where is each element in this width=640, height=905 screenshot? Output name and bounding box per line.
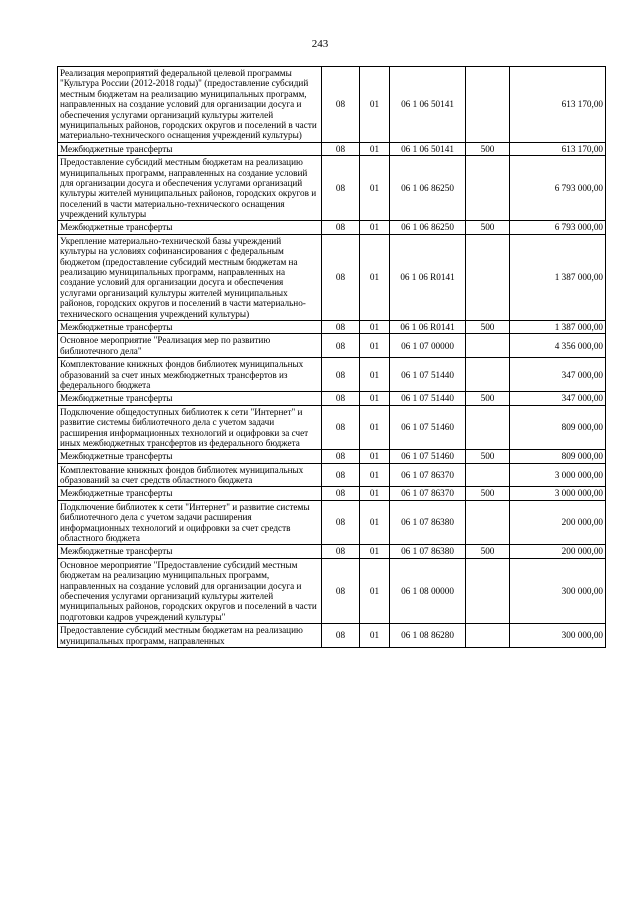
- amount-cell: 200 000,00: [510, 500, 606, 545]
- table-row: [58, 463, 606, 487]
- target-item-cell: 06 1 07 51460: [390, 405, 466, 450]
- table-row: [58, 320, 606, 333]
- expense-type-cell: [466, 624, 510, 648]
- row-name-cell: Межбюджетные трансферты: [58, 221, 322, 234]
- amount-cell: 200 000,00: [510, 545, 606, 558]
- expense-type-cell: 500: [466, 450, 510, 463]
- subsection-code-cell: 01: [360, 487, 390, 500]
- target-item-cell: 06 1 06 50141: [390, 142, 466, 155]
- target-item-cell: 06 1 06 86250: [390, 156, 466, 221]
- section-code-cell: 08: [322, 450, 360, 463]
- section-code-cell: 08: [322, 545, 360, 558]
- expense-type-cell: 500: [466, 545, 510, 558]
- subsection-code-cell: 01: [360, 142, 390, 155]
- target-item-cell: 06 1 06 50141: [390, 67, 466, 143]
- section-code-cell: 08: [322, 358, 360, 392]
- page-number: 243: [311, 38, 329, 50]
- table-row: [58, 624, 606, 648]
- row-name-cell: Межбюджетные трансферты: [58, 487, 322, 500]
- subsection-code-cell: 01: [360, 320, 390, 333]
- subsection-code-cell: 01: [360, 234, 390, 320]
- row-name-cell: Межбюджетные трансферты: [58, 320, 322, 333]
- subsection-code-cell: 01: [360, 358, 390, 392]
- table-row: [58, 234, 606, 320]
- section-code-cell: 08: [322, 156, 360, 221]
- subsection-code-cell: 01: [360, 67, 390, 143]
- row-name-cell: Комплектование книжных фондов библиотек муниципальных образований за счет иных межбюджетных трансфертов из федерального бюджета: [58, 358, 322, 392]
- section-code-cell: 08: [322, 500, 360, 545]
- subsection-code-cell: 01: [360, 221, 390, 234]
- amount-cell: 613 170,00: [510, 142, 606, 155]
- target-item-cell: 06 1 06 86250: [390, 221, 466, 234]
- expense-type-cell: 500: [466, 320, 510, 333]
- target-item-cell: 06 1 07 51440: [390, 358, 466, 392]
- row-name-cell: Основное мероприятие "Предоставление субсидий местным бюджетам на реализацию муниципальных программ, направленных на создание условий для организации досуга и обеспечения услугами организаций культуры жителей муниципальных районов, городских округов и поселений в части подготовки кадров учреждений культуры": [58, 558, 322, 623]
- target-item-cell: 06 1 07 86380: [390, 500, 466, 545]
- row-name-cell: Предоставление субсидий местным бюджетам на реализацию муниципальных программ, направленных на создание условий для организации досуга и обеспечения услугами организаций культуры жителей муниципальных районов, городских округов и поселений в части материально-технического оснащения учреждений культуры: [58, 156, 322, 221]
- subsection-code-cell: 01: [360, 463, 390, 487]
- subsection-code-cell: 01: [360, 156, 390, 221]
- row-name-cell: Комплектование книжных фондов библиотек муниципальных образований за счет средств областного бюджета: [58, 463, 322, 487]
- subsection-code-cell: 01: [360, 500, 390, 545]
- target-item-cell: 06 1 07 51460: [390, 450, 466, 463]
- amount-cell: 6 793 000,00: [510, 221, 606, 234]
- target-item-cell: 06 1 07 00000: [390, 334, 466, 358]
- subsection-code-cell: 01: [360, 545, 390, 558]
- budget-table: [57, 66, 606, 648]
- table-row: [58, 450, 606, 463]
- subsection-code-cell: 01: [360, 450, 390, 463]
- budget-table-body: [58, 67, 606, 648]
- section-code-cell: 08: [322, 142, 360, 155]
- expense-type-cell: [466, 334, 510, 358]
- amount-cell: 4 356 000,00: [510, 334, 606, 358]
- row-name-cell: Реализация мероприятий федеральной целевой программы "Культура России (2012-2018 годы)" (предоставление субсидий местным бюджетам на реализацию муниципальных программ, направленных на создание условий для организации досуга и обеспечения услугами организаций культуры жителей муниципальных районов, городских округов и поселений в части материально-технического оснащения учреждений культуры): [58, 67, 322, 143]
- row-name-cell: Подключение библиотек к сети "Интернет" и развитие системы библиотечного дела с учетом задачи расширения информационных технологий и оцифровки за счет средств областного бюджета: [58, 500, 322, 545]
- target-item-cell: 06 1 06 R0141: [390, 234, 466, 320]
- expense-type-cell: [466, 67, 510, 143]
- amount-cell: 347 000,00: [510, 358, 606, 392]
- target-item-cell: 06 1 08 00000: [390, 558, 466, 623]
- row-name-cell: Межбюджетные трансферты: [58, 450, 322, 463]
- section-code-cell: 08: [322, 221, 360, 234]
- section-code-cell: 08: [322, 487, 360, 500]
- section-code-cell: 08: [322, 234, 360, 320]
- amount-cell: 1 387 000,00: [510, 320, 606, 333]
- section-code-cell: 08: [322, 67, 360, 143]
- row-name-cell: Укрепление материально-технической базы учреждений культуры на условиях софинансирования с федеральным бюджетом (предоставление субсидий местным бюджетам на реализацию муниципальных программ, направленных на создание условий для организации досуга и обеспечения услугами организаций культуры жителей муниципальных районов, городских округов и поселений в части материально-технического оснащения учреждений культуры): [58, 234, 322, 320]
- table-row: [58, 142, 606, 155]
- target-item-cell: 06 1 07 51440: [390, 392, 466, 405]
- expense-type-cell: [466, 558, 510, 623]
- amount-cell: 809 000,00: [510, 450, 606, 463]
- target-item-cell: 06 1 06 R0141: [390, 320, 466, 333]
- table-row: [58, 392, 606, 405]
- target-item-cell: 06 1 07 86370: [390, 463, 466, 487]
- table-row: [58, 405, 606, 450]
- expense-type-cell: 500: [466, 392, 510, 405]
- amount-cell: 613 170,00: [510, 67, 606, 143]
- table-row: [58, 487, 606, 500]
- row-name-cell: Основное мероприятие "Реализация мер по развитию библиотечного дела": [58, 334, 322, 358]
- amount-cell: 300 000,00: [510, 624, 606, 648]
- target-item-cell: 06 1 07 86380: [390, 545, 466, 558]
- section-code-cell: 08: [322, 320, 360, 333]
- subsection-code-cell: 01: [360, 392, 390, 405]
- subsection-code-cell: 01: [360, 558, 390, 623]
- table-row: [58, 156, 606, 221]
- expense-type-cell: [466, 405, 510, 450]
- expense-type-cell: [466, 358, 510, 392]
- amount-cell: 3 000 000,00: [510, 463, 606, 487]
- expense-type-cell: [466, 156, 510, 221]
- amount-cell: 6 793 000,00: [510, 156, 606, 221]
- expense-type-cell: [466, 234, 510, 320]
- subsection-code-cell: 01: [360, 624, 390, 648]
- row-name-cell: Межбюджетные трансферты: [58, 142, 322, 155]
- target-item-cell: 06 1 07 86370: [390, 487, 466, 500]
- section-code-cell: 08: [322, 463, 360, 487]
- table-row: [58, 334, 606, 358]
- section-code-cell: 08: [322, 558, 360, 623]
- amount-cell: 347 000,00: [510, 392, 606, 405]
- amount-cell: 1 387 000,00: [510, 234, 606, 320]
- row-name-cell: Межбюджетные трансферты: [58, 545, 322, 558]
- expense-type-cell: 500: [466, 487, 510, 500]
- row-name-cell: Межбюджетные трансферты: [58, 392, 322, 405]
- section-code-cell: 08: [322, 334, 360, 358]
- table-row: [58, 358, 606, 392]
- table-row: [58, 500, 606, 545]
- subsection-code-cell: 01: [360, 334, 390, 358]
- expense-type-cell: 500: [466, 221, 510, 234]
- row-name-cell: Подключение общедоступных библиотек к сети "Интернет" и развитие системы библиотечного дела с учетом задачи расширения информационных технологий и оцифровки за счет иных межбюджетных трансфертов из федерального бюджета: [58, 405, 322, 450]
- expense-type-cell: [466, 500, 510, 545]
- table-row: [58, 545, 606, 558]
- section-code-cell: 08: [322, 392, 360, 405]
- section-code-cell: 08: [322, 624, 360, 648]
- section-code-cell: 08: [322, 405, 360, 450]
- row-name-cell: Предоставление субсидий местным бюджетам на реализацию муниципальных программ, направленных: [58, 624, 322, 648]
- subsection-code-cell: 01: [360, 405, 390, 450]
- table-row: [58, 67, 606, 143]
- table-row: [58, 558, 606, 623]
- expense-type-cell: 500: [466, 142, 510, 155]
- table-row: [58, 221, 606, 234]
- expense-type-cell: [466, 463, 510, 487]
- amount-cell: 300 000,00: [510, 558, 606, 623]
- amount-cell: 3 000 000,00: [510, 487, 606, 500]
- amount-cell: 809 000,00: [510, 405, 606, 450]
- target-item-cell: 06 1 08 86280: [390, 624, 466, 648]
